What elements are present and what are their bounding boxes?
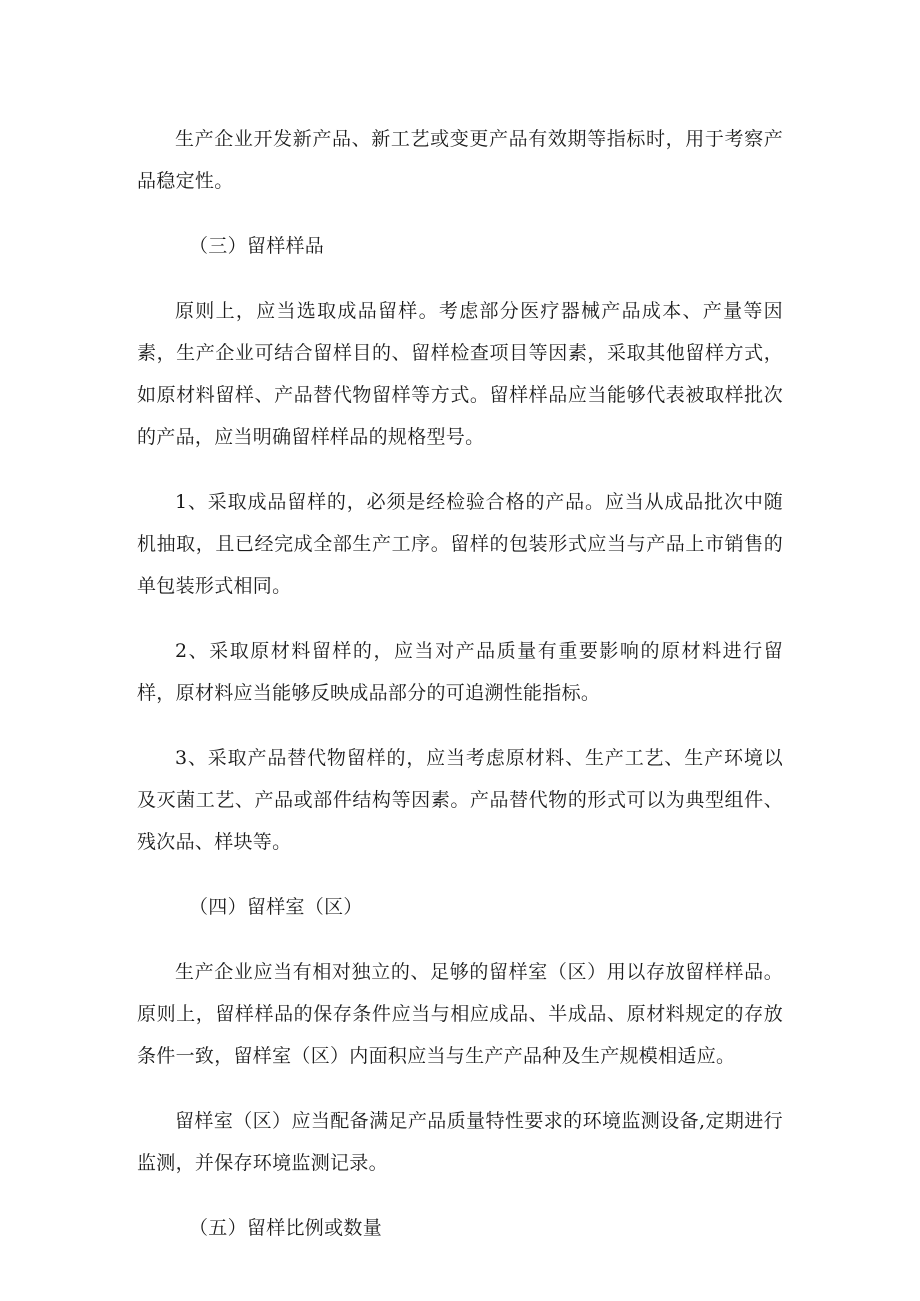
document-page bbox=[137, 118, 783, 1272]
paragraph-stability-purpose: 生产企业开发新产品、新工艺或变更产品有效期等指标时，用于考察产品稳定性。 bbox=[137, 128, 783, 192]
paragraph-finished-product-retention: 1、采取成品留样的，必须是经检验合格的产品。应当从成品批次中随机抽取，且已经完成全部生产工序。留样的包装形式应当与产品上市销售的单包装形式相同。 bbox=[137, 491, 783, 597]
section-heading-retention-room: （四）留样室（区） bbox=[189, 896, 363, 918]
paragraph-sample-selection: 原则上，应当选取成品留样。考虑部分医疗器械产品成本、产量等因素，生产企业可结合留样目的、留样检查项目等因素，采取其他留样方式，如原材料留样、产品替代物留样等方式。留样样品应当能够代表被取样批次的产品，应当明确留样样品的规格型号。 bbox=[137, 300, 783, 448]
section-heading-retention-ratio: （五）留样比例或数量 bbox=[189, 1217, 383, 1239]
paragraph-retention-room-requirements: 生产企业应当有相对独立的、足够的留样室（区）用以存放留样样品。原则上，留样样品的保存条件应当与相应成品、半成品、原材料规定的存放条件一致，留样室（区）内面积应当与生产产品种及生产规模相适应。 bbox=[137, 961, 783, 1067]
section-heading-retained-samples: （三）留样样品 bbox=[189, 235, 325, 257]
paragraph-raw-material-retention: 2、采取原材料留样的，应当对产品质量有重要影响的原材料进行留样，原材料应当能够反映成品部分的可追溯性能指标。 bbox=[137, 640, 783, 704]
paragraph-environment-monitoring: 留样室（区）应当配备满足产品质量特性要求的环境监测设备,定期进行监测，并保存环境监测记录。 bbox=[137, 1110, 783, 1174]
paragraph-substitute-retention: 3、采取产品替代物留样的，应当考虑原材料、生产工艺、生产环境以及灭菌工艺、产品或部件结构等因素。产品替代物的形式可以为典型组件、残次品、样块等。 bbox=[137, 747, 783, 853]
